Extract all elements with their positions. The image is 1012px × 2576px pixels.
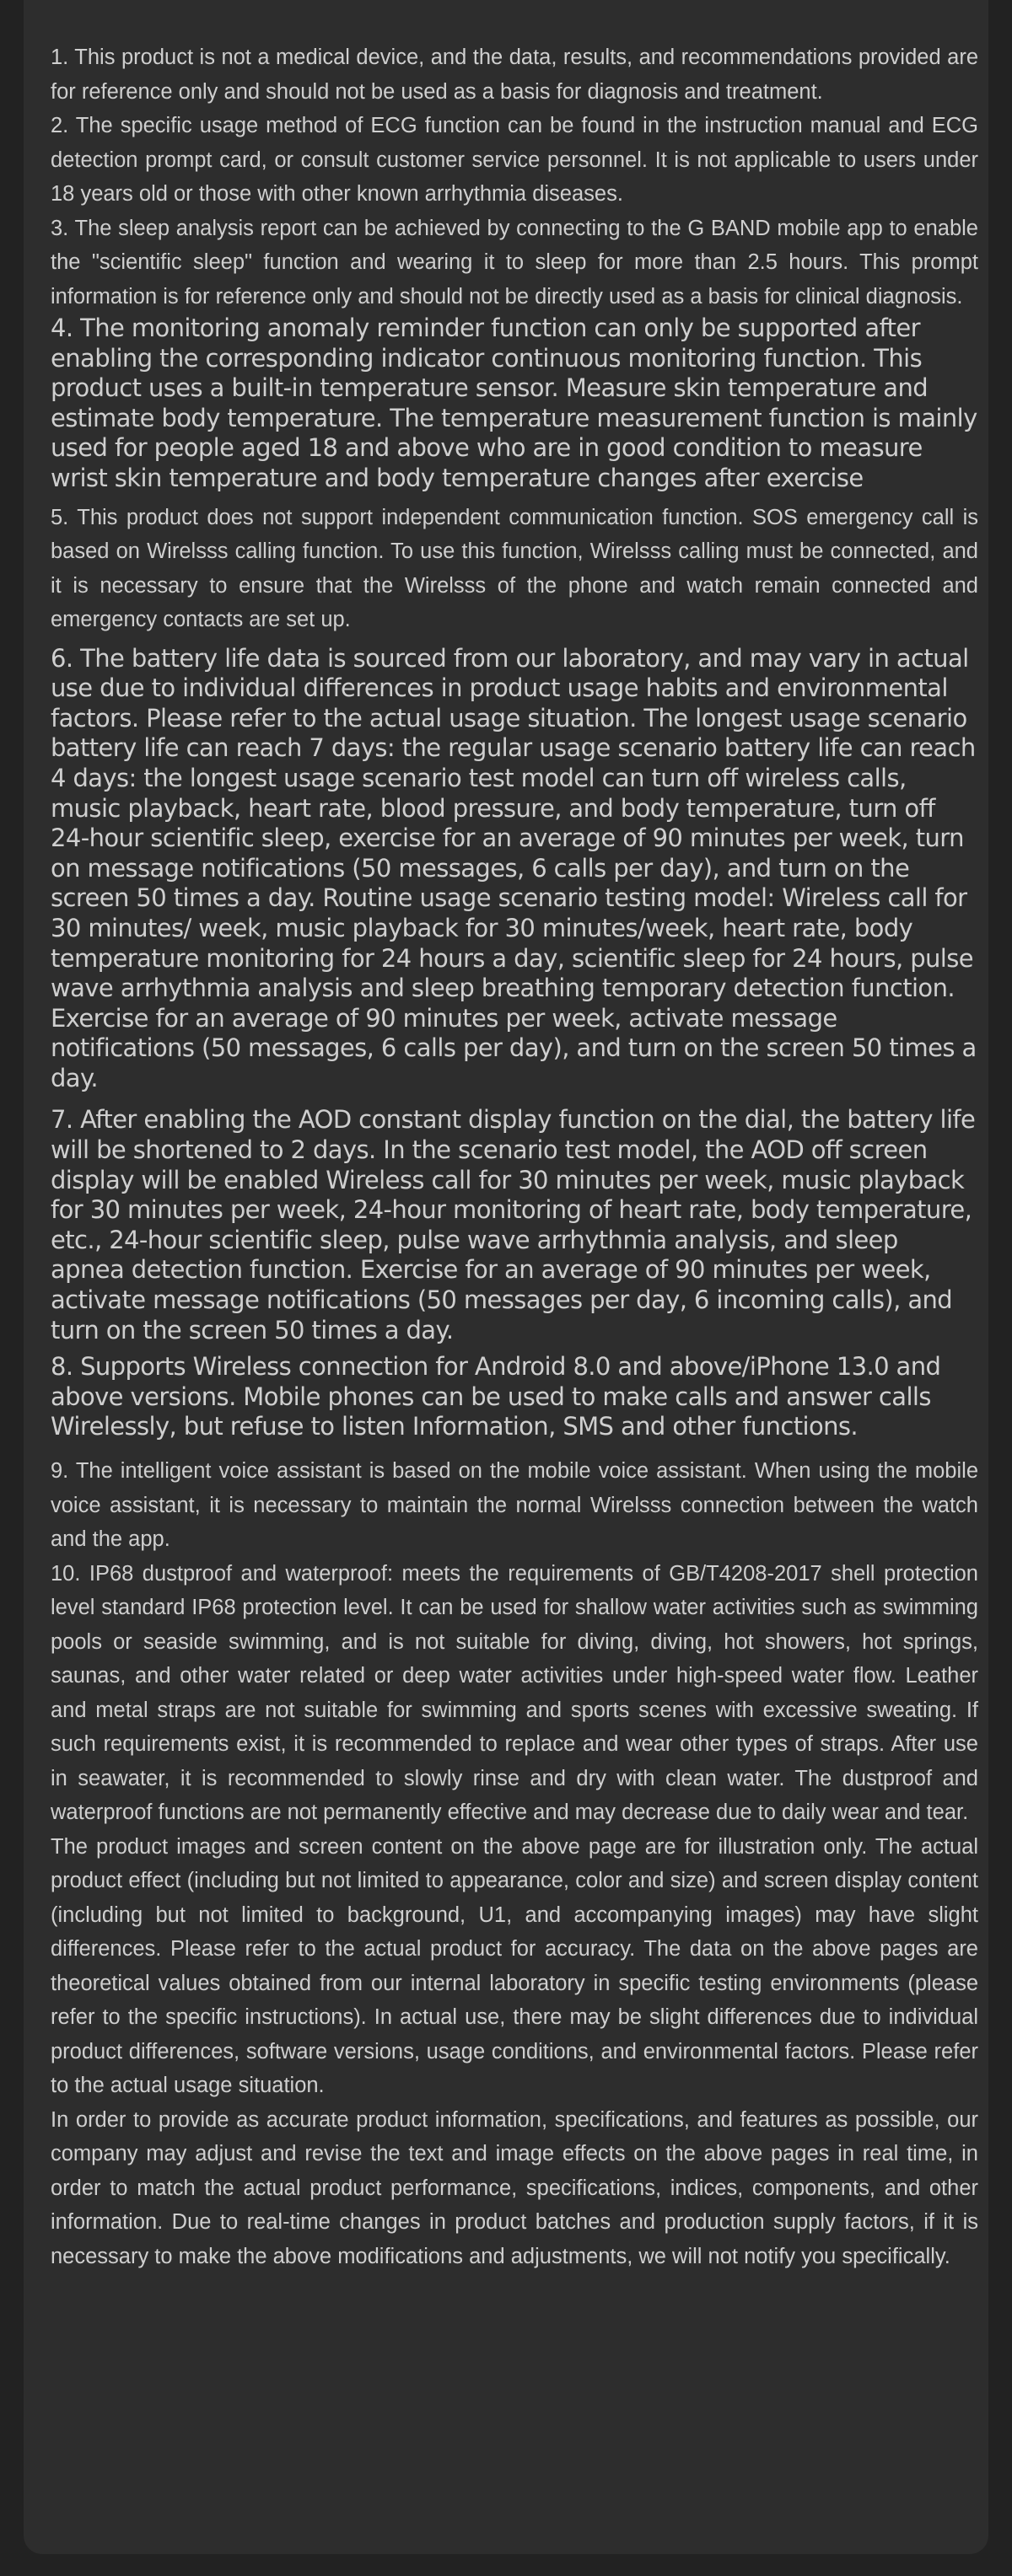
note-2: 2. The specific usage method of ECG function can be found in the instruction manual and ECG detection prompt card, or consult customer service personnel. It is not applicable to users under 18 years old or those with other known arrhythmia diseases. [51,114,978,206]
note-illustration: The product images and screen content on the above page are for illustration only. The actual product effect (including but not limited to appearance, color and size) and screen display content (including but not limited to background, U1, and accompanying images) may have slight differences. Please refer to the actual product for accuracy. The data on the above pages are theoretical values obtained from our internal laboratory in specific testing environments (please refer to the specific instructions). In actual use, there may be slight differences due to individual product differences, software versions, usage conditions, and environmental factors. Please refer to the actual usage situation. [51,1834,978,2097]
note-10: 10. IP68 dustproof and waterproof: meets the requirements of GB/T4208-2017 shell protection level standard IP68 protection level. It can be used for shallow water activities such as swimming pools or seaside swimming, and is not suitable for diving, diving, hot showers, hot springs, saunas, and other water related or deep water activities under high-speed water flow. Leather and metal straps are not suitable for swimming and sports scenes with excessive sweating. If such requirements exist, it is recommended to replace and wear other types of straps. After use in seawater, it is recommended to slowly rinse and dry with clean water. The dustproof and waterproof functions are not permanently effective and may decrease due to daily wear and tear. [51,1561,978,1824]
note-8: 8. Supports Wireless connection for Android 8.0 and above/iPhone 13.0 and above versions. Mobile phones can be used to make calls and answer calls Wirelessly, but refuse to listen Information, SMS and other functions. [51,1352,941,1441]
notes-group-4 [51,644,978,1094]
notes-group-2 [51,314,978,494]
note-9: 9. The intelligent voice assistant is based on the mobile voice assistant. When using the mobile voice assistant, it is necessary to maintain the normal Wirelsss connection between the watch and the app. [51,1459,978,1551]
note-1: 1. This product is not a medical device, and the data, results, and recommendations provided are for reference only and should not be used as a basis for diagnosis and treatment. [51,46,978,104]
notes-group-7 [51,1454,978,2273]
notes-group-5 [51,1105,978,1345]
notes-group-3 [51,501,978,637]
note-4: 4. The monitoring anomaly reminder function can only be supported after enabling the corresponding indicator continuous monitoring function. This product uses a built-in temperature sensor. Measure skin temperature and estimate body temperature. The temperature measurement function is mainly used for people aged 18 and above who are in good condition to measure wrist skin temperature and body temperature changes after exercise [51,314,977,492]
disclaimer-content [51,40,978,2273]
note-5: 5. This product does not support independent communication function. SOS emergency call is based on Wirelsss calling function. To use this function, Wirelsss calling must be connected, and it is necessary to ensure that the Wirelsss of the phone and watch remain connected and emergency contacts are set up. [51,505,978,632]
notes-group-1 [51,40,978,314]
note-6: 6. The battery life data is sourced from our laboratory, and may vary in actual use due to individual differences in product usage habits and environmental factors. Please refer to the actual usage situation. The longest usage scenario battery life can reach 7 days: the regular usage scenario battery life can reach 4 days: the longest usage scenario test model can turn off wireless calls, music playback, heart rate, blood pressure, and body temperature, turn off 24-hour scientific sleep, exercise for an average of 90 minutes per week, turn on message notifications (50 messages, 6 calls per day), and turn on the screen 50 times a day. Routine usage scenario testing model: Wireless call for 30 minutes/ week, music playback for 30 minutes/week, heart rate, body temperature monitoring for 24 hours a day, scientific sleep for 24 hours, pulse wave arrhythmia analysis and sleep breathing temporary detection function. Exercise for an average of 90 minutes per week, activate message notifications (50 messages, 6 calls per day), and turn on the screen 50 times a day. [51,643,977,1092]
notes-group-6 [51,1352,978,1442]
note-adjustments: In order to provide as accurate product information, specifications, and features as possible, our company may adjust and revise the text and image effects on the above pages in real time, in order to match the actual product performance, specifications, indices, components, and other information. Due to real-time changes in product batches and production supply factors, if it is necessary to make the above modifications and adjustments, we will not notify you specifically. [51,2107,978,2268]
note-3: 3. The sleep analysis report can be achieved by connecting to the G BAND mobile app to enable the "scientific sleep" function and wearing it to sleep for more than 2.5 hours. This prompt information is for reference only and should not be directly used as a basis for clinical diagnosis. [51,216,978,309]
note-7: 7. After enabling the AOD constant display function on the dial, the battery life will be shortened to 2 days. In the scenario test model, the AOD off screen display will be enabled Wireless call for 30 minutes per week, music playback for 30 minutes per week, 24-hour monitoring of heart rate, body temperature, etc., 24-hour scientific sleep, pulse wave arrhythmia analysis, and sleep apnea detection function. Exercise for an average of 90 minutes per week, activate message notifications (50 messages per day, 6 incoming calls), and turn on the screen 50 times a day. [51,1105,976,1344]
